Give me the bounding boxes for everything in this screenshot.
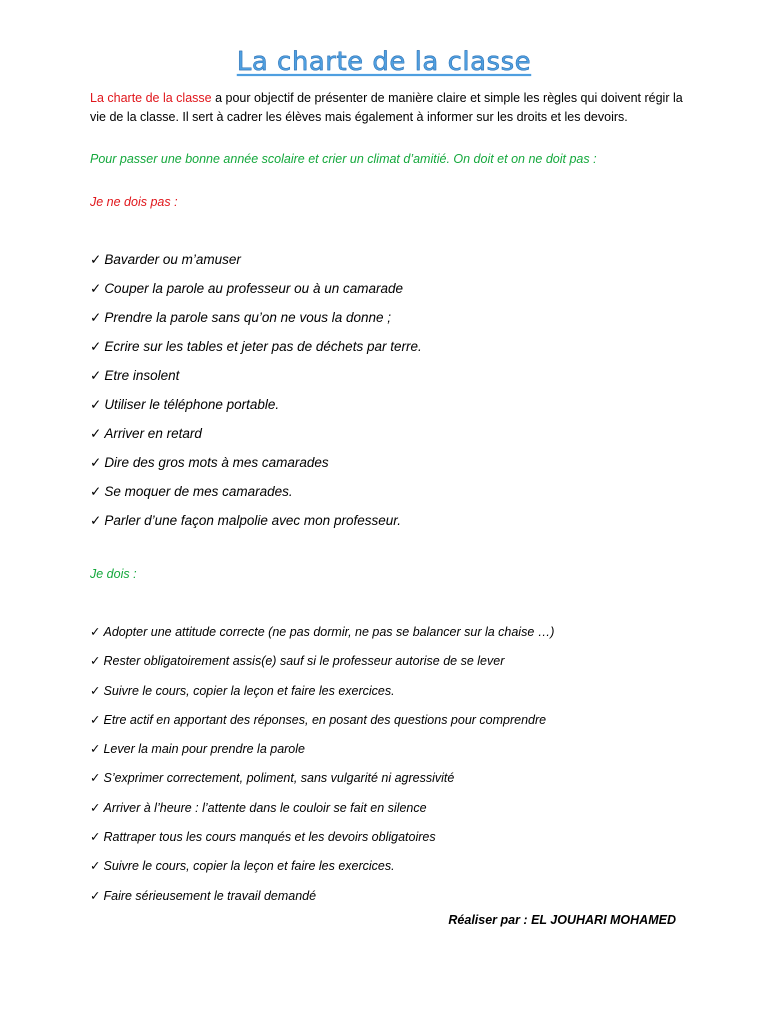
list-item-text: Parler d’une façon malpolie avec mon professeur. — [104, 513, 401, 528]
list-item-text: Adopter une attitude correcte (ne pas dormir, ne pas se balancer sur la chaise …) — [103, 625, 555, 639]
checkmark-icon: ✓ — [90, 397, 102, 412]
list-item-text: Etre actif en apportant des réponses, en posant des questions pour comprendre — [103, 712, 547, 727]
list-item — [90, 740, 554, 769]
list-item-text: Couper la parole au professeur ou à un camarade — [104, 281, 403, 296]
checkmark-icon: ✓ — [90, 484, 102, 499]
checkmark-icon: ✓ — [90, 800, 101, 815]
checkmark-icon: ✓ — [90, 368, 102, 383]
list-item — [90, 769, 554, 798]
list-item — [90, 512, 422, 541]
checkmark-icon: ✓ — [90, 339, 102, 354]
motto-line: Pour passer une bonne année scolaire et crier un climat d’amitié. On doit et on ne doit pas : — [90, 151, 597, 166]
list-item-text: S’exprimer correctement, poliment, sans vulgarité ni agressivité — [103, 771, 455, 786]
list-item-text: Dire des gros mots à mes camarades — [104, 455, 329, 470]
list-item — [90, 367, 422, 396]
heading-must: Je dois : — [90, 567, 137, 581]
list-item-text: Suivre le cours, copier la leçon et faire les exercices. — [103, 859, 395, 874]
checkmark-icon: ✓ — [90, 888, 101, 903]
checkmark-icon: ✓ — [90, 455, 102, 470]
list-item — [90, 280, 422, 309]
list-item — [90, 652, 554, 681]
checkmark-icon: ✓ — [90, 252, 102, 267]
list-item — [90, 396, 422, 425]
list-item-text: Arriver en retard — [104, 426, 202, 441]
list-item — [90, 828, 554, 857]
intro-highlight: La charte de la classe — [90, 90, 212, 105]
list-item — [90, 799, 554, 828]
list-item — [90, 309, 422, 338]
checkmark-icon: ✓ — [90, 625, 101, 639]
author-signature: Réaliser par : EL JOUHARI MOHAMED — [448, 913, 676, 927]
checkmark-icon: ✓ — [90, 683, 101, 698]
list-item — [90, 682, 554, 711]
list-item-text: Bavarder ou m’amuser — [104, 252, 241, 267]
list-item — [90, 454, 422, 483]
list-item-text: Ecrire sur les tables et jeter pas de déchets par terre. — [104, 339, 422, 354]
checkmark-icon: ✓ — [90, 281, 102, 296]
list-item — [90, 425, 422, 454]
checkmark-icon: ✓ — [90, 654, 101, 669]
page-title: La charte de la classe — [236, 47, 532, 78]
checkmark-icon: ✓ — [90, 859, 101, 874]
list-item-text: Arriver à l’heure : l’attente dans le couloir se fait en silence — [103, 800, 427, 815]
must-list — [90, 623, 554, 916]
checkmark-icon: ✓ — [90, 310, 102, 325]
checkmark-icon: ✓ — [90, 513, 102, 528]
checkmark-icon: ✓ — [90, 830, 101, 845]
list-item-text: Etre insolent — [104, 368, 180, 383]
list-item-text: Utiliser le téléphone portable. — [104, 397, 280, 412]
list-item-text: Faire sérieusement le travail demandé — [103, 888, 317, 903]
list-item — [90, 623, 554, 652]
checkmark-icon: ✓ — [90, 712, 101, 727]
list-item — [90, 251, 422, 280]
heading-must-not: Je ne dois pas : — [90, 195, 178, 209]
list-item-text: Rattraper tous les cours manqués et les devoirs obligatoires — [103, 830, 436, 845]
checkmark-icon: ✓ — [90, 742, 101, 757]
list-item-text: Rester obligatoirement assis(e) sauf si le professeur autorise de se lever — [103, 654, 505, 669]
list-item — [90, 887, 554, 916]
checkmark-icon: ✓ — [90, 426, 102, 441]
list-item — [90, 711, 554, 740]
list-item — [90, 338, 422, 367]
list-item-text: Suivre le cours, copier la leçon et faire les exercices. — [103, 683, 395, 698]
list-item-text: Prendre la parole sans qu’on ne vous la donne ; — [104, 310, 392, 325]
checkmark-icon: ✓ — [90, 771, 101, 786]
must-not-list — [90, 251, 422, 541]
intro-paragraph — [90, 89, 690, 127]
list-item-text: Se moquer de mes camarades. — [104, 484, 293, 499]
list-item-text: Lever la main pour prendre la parole — [103, 742, 305, 757]
intro-text: a pour objectif de présenter de manière claire et simple les règles qui doivent régir la vie de la classe. Il sert à cadrer les élèves mais également à informer sur les droits et les devoirs. — [90, 90, 683, 124]
list-item — [90, 483, 422, 512]
list-item — [90, 857, 554, 886]
